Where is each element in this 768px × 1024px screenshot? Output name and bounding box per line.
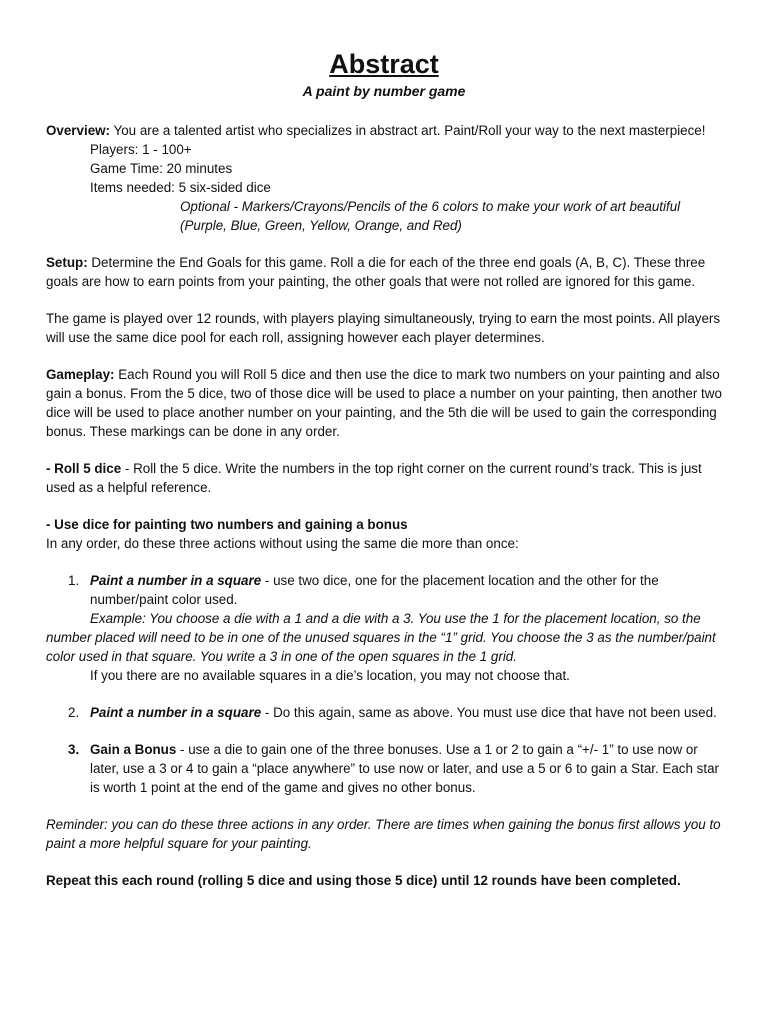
step-text: - Do this again, same as above. You must use dice that have not been used. [264,705,717,720]
reminder-paragraph: Reminder: you can do these three actions in any order. There are times when gaining the bonus first allows you to paint a more helpful square for your painting. [46,817,721,851]
step-number: 3. [68,742,80,757]
setup-paragraph [46,253,722,291]
roll-paragraph [46,459,722,497]
list-item [46,740,722,797]
steps-list [46,571,722,797]
step-label: Gain a Bonus [90,742,177,757]
players-line: Players: 1 - 100+ [90,142,192,157]
overview-paragraph [46,121,722,140]
step-number: 2. [68,705,80,720]
step-example-rest: number placed will need to be in one of the unused squares in the “1” grid. You choose the 3 as the number/paint color used in that square. You write a 3 in one of the open squares in the 1 grid. [46,630,716,664]
rounds-paragraph: The game is played over 12 rounds, with players playing simultaneously, trying to earn the most points. All players will use the same dice pool for each roll, assigning however each player determines. [46,311,721,345]
setup-text: Determine the End Goals for this game. Roll a die for each of the three end goals (A, B, C). These three goals are how to earn points from your painting, the other goals that were not rolled are ignored for this game. [46,255,706,289]
setup-label: Setup: [46,255,88,270]
roll-text: - Roll the 5 dice. Write the numbers in the top right corner on the current round’s track. This is just used as a helpful reference. [46,461,702,495]
use-dice-heading: - Use dice for painting two numbers and gaining a bonus [46,517,408,532]
gameplay-paragraph [46,365,722,441]
gameplay-text: Each Round you will Roll 5 dice and then use the dice to mark two numbers on your painting and also gain a bonus. From the 5 dice, two of those dice will be used to place a number on your painting, then another two dice will be used to place another number on your painting, and the 5th die will be used to gain the corresponding bonus. These markings can be done in any order. [46,367,722,439]
colors-line: (Purple, Blue, Green, Yellow, Orange, and Red) [180,218,462,233]
items-line: Items needed: 5 six-sided dice [90,180,271,195]
list-item [46,571,722,685]
document-subtitle: A paint by number game [302,83,466,99]
step-text: - use a die to gain one of the three bonuses. Use a 1 or 2 to gain a “+/- 1” to use now or later, use a 3 or 4 to gain a “place anywhere” to use now or later, and use a 5 or 6 to gain a Star. Each star is worth 1 point at the end of the game and gives no other bonus. [90,742,719,795]
step-example-first: Example: You choose a die with a 1 and a die with a 3. You use the 1 for the placement location, so the [90,611,701,626]
game-time-line: Game Time: 20 minutes [90,161,233,176]
step-label: Paint a number in a square [90,705,262,720]
repeat-paragraph: Repeat this each round (rolling 5 dice and using those 5 dice) until 12 rounds have been completed. [46,873,681,888]
step-text: - use two dice, one for the placement location and the other for the number/paint color used. [90,573,659,607]
overview-label: Overview: [46,123,111,138]
roll-label: - Roll 5 dice [46,461,122,476]
step-number: 1. [68,573,80,588]
document-title: Abstract [329,49,439,79]
use-dice-text: In any order, do these three actions without using the same die more than once: [46,536,519,551]
gameplay-label: Gameplay: [46,367,115,382]
list-item [46,703,722,722]
step-note: If you there are no available squares in a die’s location, you may not choose that. [90,668,570,683]
optional-line: Optional - Markers/Crayons/Pencils of the 6 colors to make your work of art beautiful [180,199,681,214]
overview-text: You are a talented artist who specializes in abstract art. Paint/Roll your way to the next masterpiece! [113,123,706,138]
step-label: Paint a number in a square [90,573,262,588]
